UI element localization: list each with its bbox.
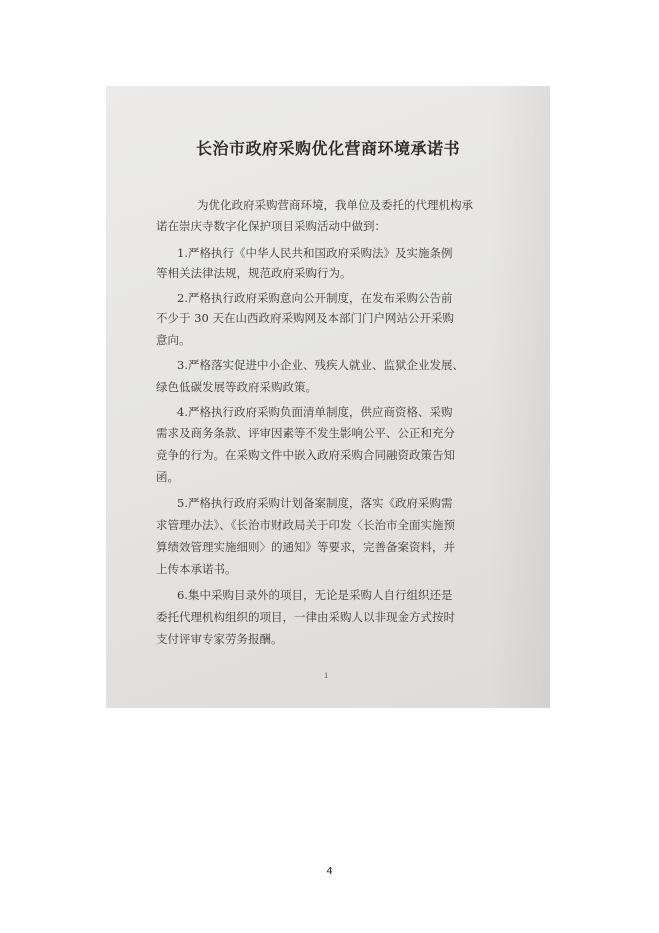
- paragraph-line: 函。: [156, 470, 179, 484]
- paragraph-line: 上传本承诺书。: [156, 562, 237, 576]
- document-title: 长治市政府采购优化营商环境承诺书: [195, 139, 460, 158]
- paragraph-line: 为优化政府采购营商环境，我单位及委托的代理机构承: [197, 198, 473, 212]
- scanned-document: [106, 86, 550, 708]
- paragraph-line: 求管理办法》、《长治市财政局关于印发〈长治市全面实施预: [156, 518, 455, 532]
- paragraph-line: 需求及商务条款、评审因素等不发生影响公平、公正和充分: [156, 426, 455, 440]
- page-number: 4: [326, 866, 333, 877]
- paragraph-line: 绿色低碳发展等政府采购政策。: [156, 380, 317, 394]
- paragraph-line: 4.严格执行政府采购负面清单制度，供应商资格、采购: [177, 405, 453, 419]
- scan-page-number: 1: [324, 672, 329, 680]
- paragraph-line: 诺在崇庆寺数字化保护项目采购活动中做到：: [156, 219, 386, 233]
- paragraph-line: 3.严格落实促进中小企业、残疾人就业、监狱企业发展、: [177, 358, 464, 372]
- paragraph-line: 6.集中采购目录外的项目，无论是采购人自行组织还是: [177, 588, 453, 602]
- paragraph-line: 算绩效管理实施细则〉的通知》等要求，完善备案资料，并: [156, 540, 455, 554]
- paragraph-line: 1.严格执行《中华人民共和国政府采购法》及实施条例: [177, 246, 453, 260]
- paragraph-line: 不少于 30 天在山西政府采购网及本部门门户网站公开采购: [156, 311, 454, 325]
- paragraph-line: 支付评审专家劳务报酬。: [156, 632, 283, 646]
- paragraph-line: 等相关法律法规，规范政府采购行为。: [156, 266, 352, 280]
- paragraph-line: 意向。: [156, 333, 191, 347]
- paragraph-line: 竞争的行为。在采购文件中嵌入政府采购合同融资政策告知: [156, 448, 455, 462]
- paragraph-line: 2.严格执行政府采购意向公开制度，在发布采购公告前: [177, 291, 453, 305]
- paragraph-line: 5.严格执行政府采购计划备案制度，落实《政府采购需: [177, 496, 453, 510]
- paragraph-line: 委托代理机构组织的项目，一律由采购人以非现金方式按时: [156, 610, 455, 624]
